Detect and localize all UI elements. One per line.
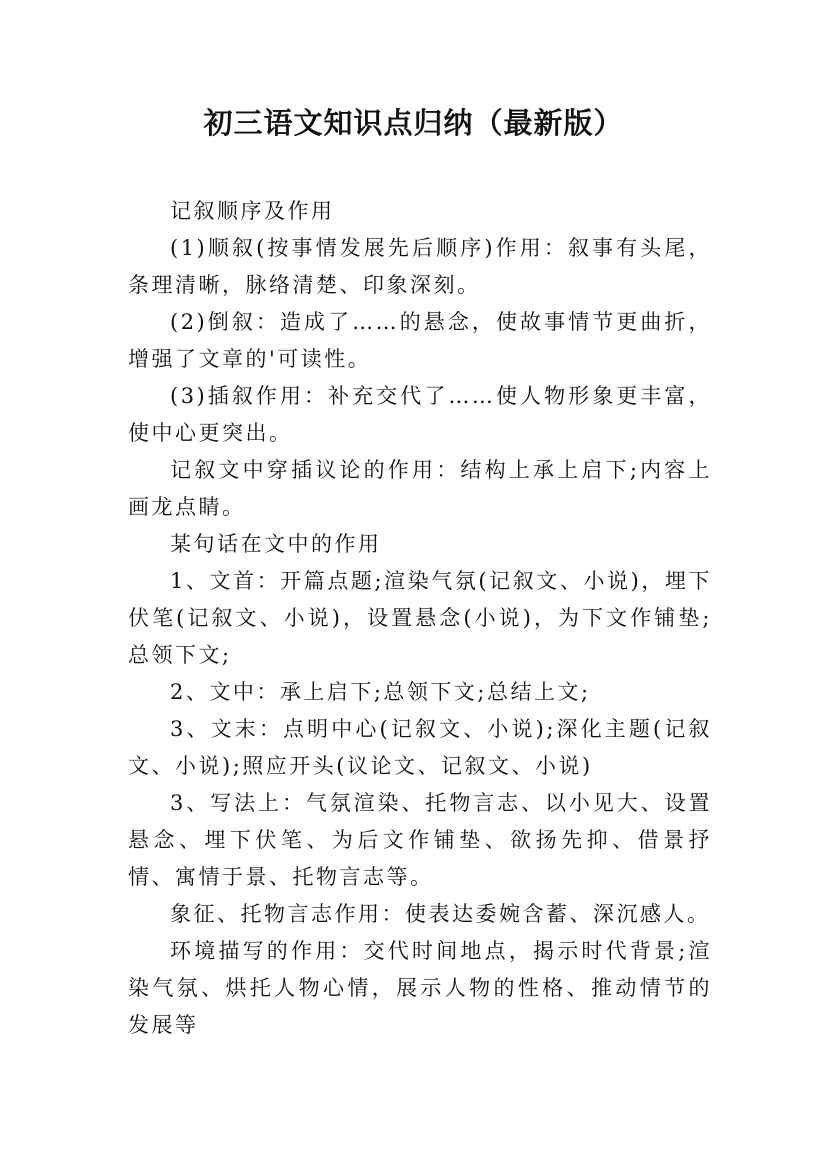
document-title: 初三语文知识点归纳（最新版） bbox=[203, 106, 624, 140]
paragraph-argument-in-narrative: 记叙文中穿插议论的作用：结构上承上启下;内容上画龙点睛。 bbox=[128, 458, 712, 519]
paragraph-middle: 2、文中：承上启下;总领下文;总结上文; bbox=[170, 680, 591, 704]
paragraph-narrative-order-heading: 记叙顺序及作用 bbox=[170, 199, 335, 223]
paragraph-sentence-role-heading: 某句话在文中的作用 bbox=[170, 532, 382, 556]
paragraph-flashback: (2)倒叙：造成了……的悬念，使故事情节更曲折，增强了文章的'可读性。 bbox=[128, 310, 712, 371]
paragraph-opening: 1、文首：开篇点题;渲染气氛(记叙文、小说)，埋下伏笔(记叙文、小说)，设置悬念(小说)，为下文作铺垫;总领下文; bbox=[128, 569, 712, 667]
document-body bbox=[128, 193, 712, 1044]
paragraph-interpolation: (3)插叙作用：补充交代了……使人物形象更丰富，使中心更突出。 bbox=[128, 384, 712, 445]
paragraph-techniques: 3、写法上：气氛渲染、托物言志、以小见大、设置悬念、埋下伏笔、为后文作铺垫、欲扬先抑、借景抒情、寓情于景、托物言志等。 bbox=[128, 791, 712, 889]
paragraph-chronological: (1)顺叙(按事情发展先后顺序)作用：叙事有头尾，条理清晰，脉络清楚、印象深刻。 bbox=[128, 236, 712, 297]
paragraph-ending: 3、文末：点明中心(记叙文、小说);深化主题(记叙文、小说);照应开头(议论文、记叙文、小说) bbox=[128, 717, 712, 778]
paragraph-symbolism: 象征、托物言志作用：使表达委婉含蓄、深沉感人。 bbox=[170, 902, 711, 926]
paragraph-environment: 环境描写的作用：交代时间地点，揭示时代背景;渲染气氛、烘托人物心情，展示人物的性格、推动情节的发展等 bbox=[128, 939, 712, 1037]
